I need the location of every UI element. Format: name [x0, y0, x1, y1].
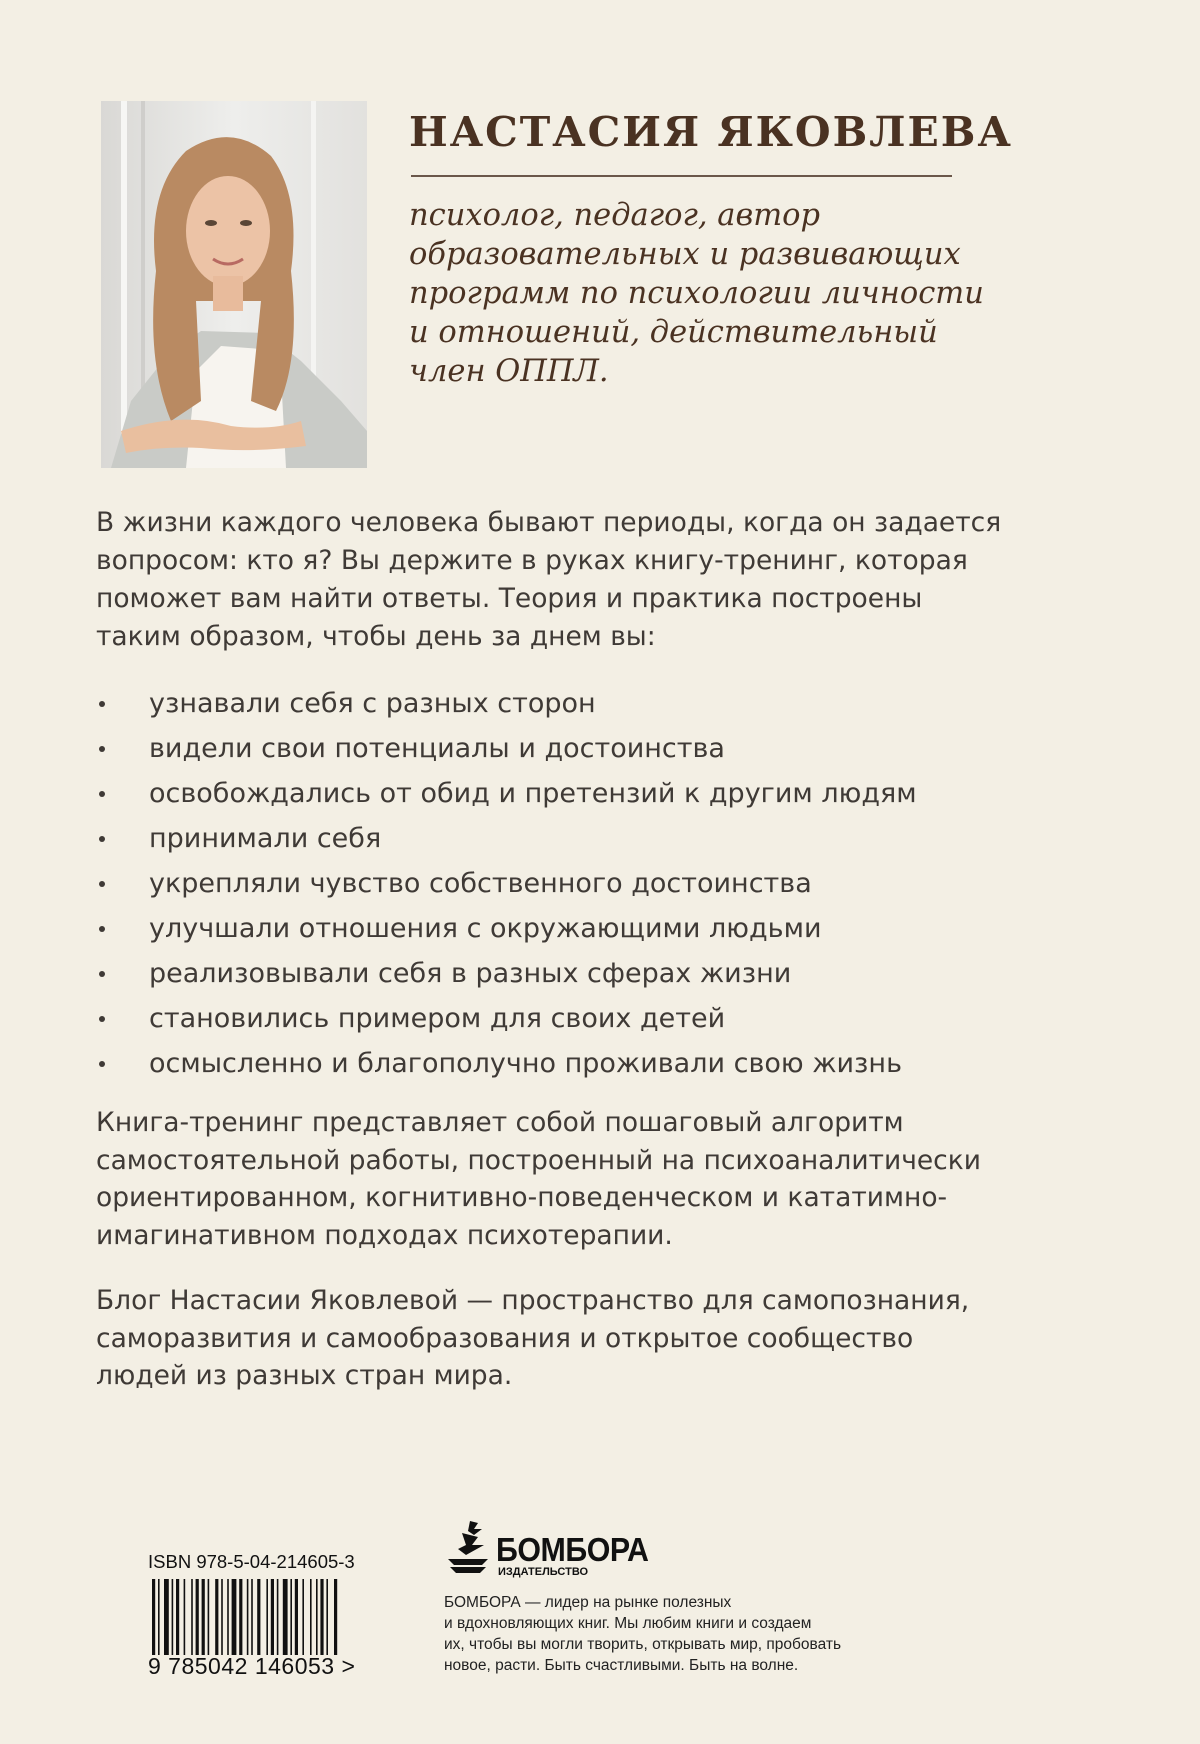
intro-line: поможет вам найти ответы. Теория и практика построены: [96, 583, 923, 614]
paragraph-line: Книга-тренинг представляет собой пошаговый алгоритм: [96, 1107, 904, 1138]
barcode-digits: 9 785042 146053 >: [148, 1653, 356, 1679]
author-bio: [409, 196, 1029, 391]
author-bio-line: психолог, педагог, автор: [409, 198, 821, 233]
author-bio-line: член ОППЛ.: [409, 354, 609, 389]
publisher-logo-subtitle: ИЗДАТЕЛЬСТВО: [498, 1566, 589, 1578]
paragraph-line: людей из разных стран мира.: [96, 1360, 513, 1391]
isbn-barcode: [148, 1551, 388, 1681]
list-item-text: узнавали себя с разных сторон: [149, 688, 596, 719]
list-item-text: видели свои потенциалы и достоинства: [149, 733, 725, 764]
divider-line: [411, 175, 952, 177]
paragraph-line: саморазвития и самообразования и открытое сообщество: [96, 1322, 914, 1354]
author-bio-line: образовательных и развивающих: [409, 237, 961, 272]
intro-line: вопросом: кто я? Вы держите в руках книгу-тренинг, которая: [96, 545, 968, 576]
publisher-desc-line: и вдохновляющих книг. Мы любим книги и создаем: [444, 1615, 812, 1632]
publisher-description: [444, 1592, 914, 1676]
list-item: [96, 816, 1096, 861]
list-item: [96, 681, 1096, 726]
paragraph-line: Блог Настасии Яковлевой — пространство для самопознания,: [96, 1285, 970, 1316]
list-item: [96, 996, 1096, 1041]
bullet-icon: [99, 791, 105, 797]
author-name: НАСТАСИЯ ЯКОВЛЕВА: [409, 108, 1013, 156]
list-item-text: улучшали отношения с окружающими людьми: [149, 913, 822, 944]
publisher-logo-text: БОМБОРА: [496, 1531, 649, 1568]
paragraph-line: имагинативном подходах психотерапии.: [96, 1219, 673, 1251]
publisher-desc-line: новое, расти. Быть счастливыми. Быть на волне.: [444, 1657, 799, 1674]
bullet-icon: [99, 701, 105, 707]
list-item-text: становились примером для своих детей: [149, 1003, 726, 1034]
method-paragraph: [96, 1104, 1086, 1254]
list-item-text: принимали себя: [149, 823, 382, 854]
intro-paragraph: [96, 504, 1086, 656]
intro-line: таким образом, чтобы день за днем вы:: [96, 621, 656, 652]
isbn-label: ISBN 978-5-04-214605-3: [148, 1551, 355, 1572]
list-item: [96, 951, 1096, 996]
list-item: [96, 1041, 1096, 1086]
list-item-text: осмысленно и благополучно проживали свою жизнь: [149, 1048, 902, 1079]
list-item-text: укрепляли чувство собственного достоинства: [149, 868, 812, 899]
bullet-icon: [99, 1061, 105, 1067]
bullet-icon: [99, 926, 105, 932]
bullet-icon: [99, 1016, 105, 1022]
author-bio-line: программ по психологии личности: [409, 276, 984, 311]
intro-line: В жизни каждого человека бывают периоды, когда он задается: [96, 507, 1002, 538]
list-item-text: реализовывали себя в разных сферах жизни: [149, 958, 792, 989]
author-portrait-image: [101, 101, 367, 468]
list-item: [96, 906, 1096, 951]
barcode-icon: [152, 1579, 368, 1655]
list-item: [96, 771, 1096, 816]
publisher-logo-icon: [444, 1519, 494, 1577]
bullet-icon: [99, 971, 105, 977]
blog-paragraph: [96, 1282, 1086, 1395]
benefits-list: [96, 681, 1096, 1086]
author-bio-line: и отношений, действительный: [409, 315, 938, 350]
publisher-logo: [444, 1519, 684, 1579]
paragraph-line: ориентированном, когнитивно-поведенческом и кататимно-: [96, 1182, 948, 1213]
paragraph-line: самостоятельной работы, построенный на психоаналитически: [96, 1144, 981, 1176]
bullet-icon: [99, 746, 105, 752]
list-item: [96, 861, 1096, 906]
publisher-desc-line: их, чтобы вы могли творить, открывать мир, пробовать: [444, 1636, 842, 1653]
author-photo: [101, 101, 367, 468]
bullet-icon: [99, 881, 105, 887]
list-item-text: освобождались от обид и претензий к другим людям: [149, 778, 917, 809]
publisher-desc-line: БОМБОРА — лидер на рынке полезных: [444, 1594, 732, 1611]
bullet-icon: [99, 836, 105, 842]
list-item: [96, 726, 1096, 771]
